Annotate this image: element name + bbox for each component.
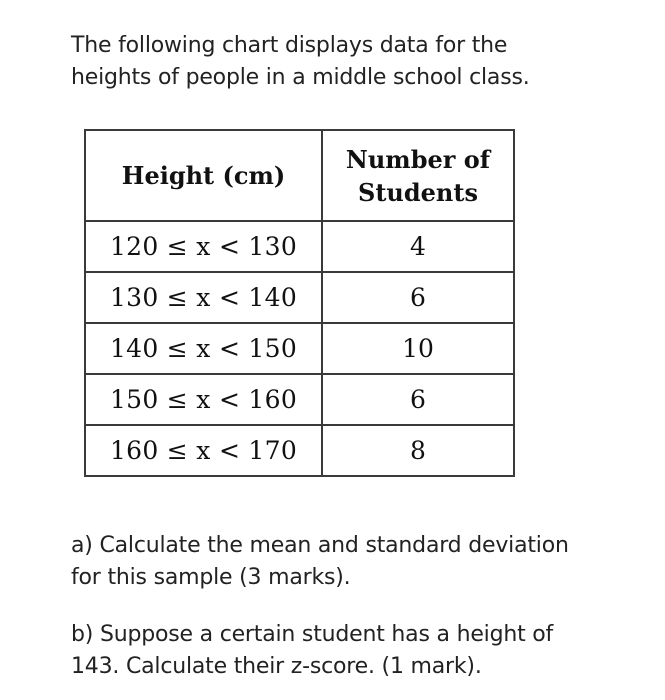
question-a [71, 530, 569, 594]
header-students-line: Number of [345, 144, 491, 174]
table-header-row [85, 130, 514, 221]
student-count-cell: 10 [322, 323, 514, 374]
intro-line: The following chart displays data for the [71, 33, 508, 58]
question-b [71, 619, 553, 683]
table-row [85, 425, 514, 476]
question-b-line: b) Suppose a certain student has a height of [71, 622, 554, 647]
header-height [85, 130, 322, 221]
table-row [85, 374, 514, 425]
header-number-of-students [322, 130, 514, 221]
height-range-cell: 140 ≤ x < 150 [85, 323, 322, 374]
student-count-cell: 4 [322, 221, 514, 272]
question-b-line: 143. Calculate their z-score. (1 mark). [71, 654, 482, 679]
student-count-cell: 6 [322, 272, 514, 323]
height-range-cell: 150 ≤ x < 160 [85, 374, 322, 425]
intro-line: heights of people in a middle school class. [71, 65, 530, 90]
table-row [85, 221, 514, 272]
table-row [85, 272, 514, 323]
height-range-cell: 130 ≤ x < 140 [85, 272, 322, 323]
header-height-label: Height (cm) [121, 161, 286, 190]
height-frequency-table [84, 129, 515, 477]
header-students-line: Students [358, 177, 478, 207]
height-range-cell: 160 ≤ x < 170 [85, 425, 322, 476]
question-a-line: a) Calculate the mean and standard deviation [71, 533, 569, 558]
student-count-cell: 8 [322, 425, 514, 476]
question-a-line: for this sample (3 marks). [71, 565, 351, 590]
student-count-cell: 6 [322, 374, 514, 425]
intro-text [71, 30, 530, 94]
table-row [85, 323, 514, 374]
height-range-cell: 120 ≤ x < 130 [85, 221, 322, 272]
